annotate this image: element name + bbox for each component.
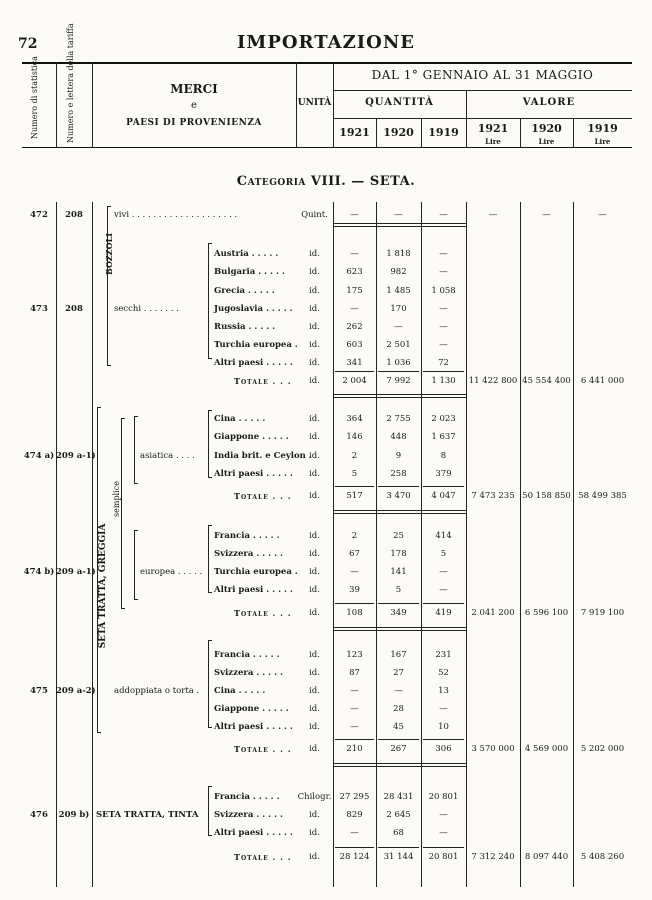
cell-q20: 28 [393, 704, 404, 714]
country-label: Altri paesi . . . . . [214, 828, 293, 838]
cell-v20: 6 596 100 [524, 608, 569, 618]
cell-stat: 476 [30, 810, 48, 820]
cell-q21: 108 [346, 608, 363, 618]
group-seta-greggia: SETA TRATTA, GREGGIA [98, 523, 108, 649]
section-rule [333, 766, 466, 767]
total-rule [335, 371, 374, 372]
cell-tariff: 209 b) [58, 810, 90, 820]
total-rule [335, 486, 374, 487]
header-unita: UNITÀ [297, 98, 332, 108]
cell-q21: 123 [346, 650, 363, 660]
cell-q19: 1 058 [431, 286, 456, 296]
header-merci: MERCI [170, 82, 218, 96]
cell-v19: 58 499 385 [578, 491, 627, 501]
cell-q21: 5 [351, 469, 358, 479]
cell-q19: — [439, 828, 448, 838]
total-rule [378, 603, 419, 604]
cell-tariff: 209 a-1) [56, 451, 96, 461]
item-label: vivi . . . . . . . . . . . . . . . . . . . . [114, 210, 238, 220]
header-lire: Lire [538, 137, 555, 146]
cell-q19: 20 801 [428, 792, 459, 802]
item-label: SETA TRATTA, TINTA [96, 810, 199, 820]
section-rule [333, 630, 466, 631]
cell-unit: id. [309, 491, 320, 501]
cell-unit: id. [309, 451, 320, 461]
cell-unit: id. [309, 852, 320, 862]
cell-q20: 5 [395, 585, 402, 595]
cell-q20: — [394, 322, 403, 332]
cell-tariff: 209 a-1) [56, 567, 96, 577]
header-year: 1921 [477, 122, 509, 135]
cell-unit: id. [309, 810, 320, 820]
cell-q20: 7 992 [386, 376, 411, 386]
country-label: Svizzera . . . . . [214, 810, 283, 820]
cell-q20: 2 501 [386, 340, 411, 350]
cell-v19: 6 441 000 [580, 376, 625, 386]
country-label: Svizzera . . . . . [214, 668, 283, 678]
cell-unit: id. [309, 469, 320, 479]
cell-v20: 8 097 440 [524, 852, 569, 862]
header-year: 1919 [587, 122, 618, 135]
cell-q21: 210 [346, 744, 363, 754]
cell-unit: id. [309, 414, 320, 424]
cell-q19: 4 047 [431, 491, 456, 501]
cell-q19: 52 [438, 668, 449, 678]
country-label: Turchia europea . [214, 567, 298, 577]
cell-v20: 45 554 400 [522, 376, 571, 386]
cell-unit: id. [309, 286, 320, 296]
total-label: Totale . . . [234, 852, 292, 862]
cell-v20: 50 158 850 [522, 491, 571, 501]
country-label: Francia . . . . . [214, 792, 280, 802]
page-number: 72 [18, 36, 38, 52]
header-paesi: PAESI DI PROVENIENZA [126, 118, 262, 128]
cell-q20: 170 [390, 304, 407, 314]
cell-q19: 1 130 [431, 376, 456, 386]
cell-q19: 20 801 [428, 852, 459, 862]
country-label: Turchia europea . [214, 340, 298, 350]
cell-q20: 25 [393, 531, 404, 541]
cell-tariff: 209 a-2) [56, 686, 96, 696]
country-label: Francia . . . . . [214, 531, 280, 541]
cell-q21: 603 [346, 340, 363, 350]
cell-unit: id. [309, 608, 320, 618]
cell-q20: 167 [390, 650, 407, 660]
cell-stat: 473 [30, 304, 48, 314]
section-rule [333, 397, 466, 398]
header-quantita: QUANTITÀ [365, 97, 434, 108]
cell-stat: 474 b) [23, 567, 55, 577]
cell-q19: — [439, 567, 448, 577]
cell-q19: — [439, 340, 448, 350]
header-valore: VALORE [522, 97, 576, 108]
cell-tariff: 208 [65, 210, 83, 220]
cell-q20: 349 [390, 608, 407, 618]
total-rule [423, 739, 464, 740]
country-label: Francia . . . . . [214, 650, 280, 660]
header-period: DAL 1° GENNAIO AL 31 MAGGIO [371, 68, 594, 82]
cell-unit: id. [309, 322, 320, 332]
cell-q20: 3 470 [386, 491, 411, 501]
cell-q21: 87 [349, 668, 360, 678]
cell-q21: — [350, 210, 359, 220]
total-rule [335, 739, 374, 740]
cell-q19: 379 [435, 469, 452, 479]
cell-q19: — [439, 322, 448, 332]
cell-q19: — [439, 704, 448, 714]
section-rule [333, 510, 466, 511]
cell-q21: 262 [346, 322, 363, 332]
cell-q19: 13 [438, 686, 449, 696]
cell-q20: 31 144 [383, 852, 414, 862]
cell-q21: 175 [346, 286, 363, 296]
cell-q21: 2 [351, 451, 358, 461]
cell-q21: 27 295 [339, 792, 370, 802]
header-stat-number: Numero di statistica [30, 56, 39, 139]
cell-q19: — [439, 810, 448, 820]
cell-unit: id. [309, 267, 320, 277]
cell-unit: id. [309, 249, 320, 259]
group-semplice: semplice [112, 481, 121, 517]
cell-unit: Quint. [301, 210, 328, 220]
cell-v21: 3 570 000 [471, 744, 515, 754]
total-rule [378, 739, 419, 740]
item-label: addoppiata o torta . [114, 686, 200, 696]
page-title: IMPORTAZIONE [237, 32, 415, 53]
cell-q20: 9 [395, 451, 402, 461]
item-label: europea . . . . . [140, 567, 203, 577]
section-rule [333, 226, 466, 227]
total-label: Totale . . . [234, 376, 292, 386]
header-year: 1919 [428, 126, 459, 139]
cell-q19: — [439, 304, 448, 314]
cell-unit: id. [309, 722, 320, 732]
country-label: Grecia . . . . . [214, 286, 275, 296]
cell-unit: Chilogr. [297, 792, 332, 802]
header-tariff-number: Numero e lettera della tariffa [66, 23, 75, 143]
header-year: 1921 [339, 126, 370, 139]
total-rule [335, 603, 374, 604]
cell-unit: id. [309, 686, 320, 696]
total-label: Totale . . . [234, 744, 292, 754]
header-lire: Lire [485, 137, 501, 146]
cell-q21: 146 [346, 432, 363, 442]
cell-v21: — [488, 210, 498, 220]
cell-unit: id. [309, 650, 320, 660]
cell-v21: 2 041 200 [471, 608, 515, 618]
total-rule [423, 486, 464, 487]
cell-q19: 5 [440, 549, 447, 559]
cell-q21: 67 [349, 549, 360, 559]
country-label: Cina . . . . . [214, 686, 266, 696]
cell-unit: id. [309, 432, 320, 442]
header-year: 1920 [531, 122, 562, 135]
cell-q20: 27 [393, 668, 404, 678]
cell-q20: — [394, 686, 403, 696]
total-rule [378, 486, 419, 487]
cell-q19: 231 [435, 650, 452, 660]
country-label: Jugoslavia . . . . . [214, 304, 293, 314]
country-label: Giappone . . . . . [214, 432, 289, 442]
cell-q21: 2 [351, 531, 358, 541]
cell-q20: 2 645 [386, 810, 411, 820]
cell-v21: 11 422 800 [468, 376, 518, 386]
cell-q21: — [350, 828, 359, 838]
cell-unit: id. [309, 358, 320, 368]
cell-q19: — [439, 210, 448, 220]
total-rule [423, 371, 464, 372]
cell-unit: id. [309, 585, 320, 595]
cell-q21: 364 [346, 414, 363, 424]
cell-q19: 72 [438, 358, 449, 368]
cell-v19: 7 919 100 [580, 608, 625, 618]
cell-q21: 28 124 [339, 852, 370, 862]
cell-unit: id. [309, 668, 320, 678]
cell-unit: id. [309, 549, 320, 559]
cell-unit: id. [309, 704, 320, 714]
cell-v19: 5 202 000 [580, 744, 625, 754]
section-rule [333, 513, 466, 514]
cell-q20: — [394, 210, 403, 220]
section-rule [333, 627, 466, 628]
cell-tariff: 208 [65, 304, 83, 314]
cell-q21: 829 [346, 810, 363, 820]
header-lire: Lire [594, 137, 611, 146]
cell-v20: 4 569 000 [524, 744, 569, 754]
cell-q19: 414 [435, 531, 452, 541]
country-label: Russia . . . . . [214, 322, 276, 332]
cell-q20: 267 [390, 744, 407, 754]
cell-q21: — [350, 304, 359, 314]
cell-q20: 141 [390, 567, 407, 577]
section-rule [333, 223, 466, 224]
section-rule [333, 394, 466, 395]
cell-stat: 475 [30, 686, 48, 696]
country-label: Altri paesi . . . . . [214, 722, 293, 732]
cell-q20: 1 485 [386, 286, 411, 296]
cell-q20: 45 [393, 722, 404, 732]
cell-q21: — [350, 704, 359, 714]
country-label: Giappone . . . . . [214, 704, 289, 714]
country-label: India brit. e Ceylon . [214, 451, 312, 461]
cell-q21: 341 [346, 358, 363, 368]
cell-unit: id. [309, 531, 320, 541]
category-title: Categoria VIII. — SETA. [236, 174, 416, 189]
cell-unit: id. [309, 744, 320, 754]
item-label: asiatica . . . . [140, 451, 195, 461]
total-rule [423, 847, 464, 848]
cell-unit: id. [309, 376, 320, 386]
cell-v19: 5 408 260 [580, 852, 625, 862]
cell-q19: 10 [438, 722, 449, 732]
total-rule [335, 847, 374, 848]
group-bozzoli: BOZZOLI [104, 233, 114, 275]
total-label: Totale . . . [234, 491, 292, 501]
cell-q19: 2 023 [431, 414, 456, 424]
country-label: Bulgaria . . . . . [214, 267, 285, 277]
cell-q20: 2 755 [386, 414, 411, 424]
cell-q20: 178 [390, 549, 407, 559]
cell-q19: — [439, 267, 448, 277]
total-label: Totale . . . [234, 608, 292, 618]
cell-q21: 623 [346, 267, 363, 277]
country-label: Svizzera . . . . . [214, 549, 283, 559]
cell-q20: 1 036 [386, 358, 411, 368]
cell-q20: 982 [390, 267, 407, 277]
cell-unit: id. [309, 340, 320, 350]
cell-unit: id. [309, 304, 320, 314]
total-rule [378, 371, 419, 372]
cell-v21: 7 312 240 [471, 852, 515, 862]
header-e: e [191, 100, 197, 111]
cell-v19: — [598, 210, 607, 220]
cell-unit: id. [309, 567, 320, 577]
cell-q21: — [350, 686, 359, 696]
country-label: Altri paesi . . . . . [214, 358, 293, 368]
cell-v21: 7 473 235 [471, 491, 515, 501]
cell-q19: — [439, 249, 448, 259]
country-label: Cina . . . . . [214, 414, 266, 424]
cell-q20: 68 [393, 828, 404, 838]
cell-q21: 2 004 [342, 376, 367, 386]
cell-q20: 258 [390, 469, 407, 479]
total-rule [378, 847, 419, 848]
cell-q19: — [439, 585, 448, 595]
cell-stat: 474 a) [23, 451, 55, 461]
cell-unit: id. [309, 828, 320, 838]
cell-q21: 517 [346, 491, 363, 501]
cell-q21: — [350, 567, 359, 577]
cell-q21: — [350, 722, 359, 732]
cell-q21: — [350, 249, 359, 259]
country-label: Altri paesi . . . . . [214, 585, 293, 595]
cell-q20: 448 [390, 432, 407, 442]
country-label: Austria . . . . . [214, 249, 279, 259]
cell-q19: 419 [435, 608, 452, 618]
cell-q19: 306 [435, 744, 452, 754]
cell-q19: 8 [440, 451, 447, 461]
country-label: Altri paesi . . . . . [214, 469, 293, 479]
item-label: secchi . . . . . . . [114, 304, 179, 314]
header-year: 1920 [383, 126, 414, 139]
cell-q21: 39 [349, 585, 360, 595]
cell-q19: 1 637 [431, 432, 456, 442]
total-rule [423, 603, 464, 604]
cell-stat: 472 [30, 210, 48, 220]
section-rule [333, 763, 466, 764]
cell-q20: 28 431 [383, 792, 414, 802]
cell-q20: 1 818 [386, 249, 411, 259]
cell-v20: — [542, 210, 551, 220]
